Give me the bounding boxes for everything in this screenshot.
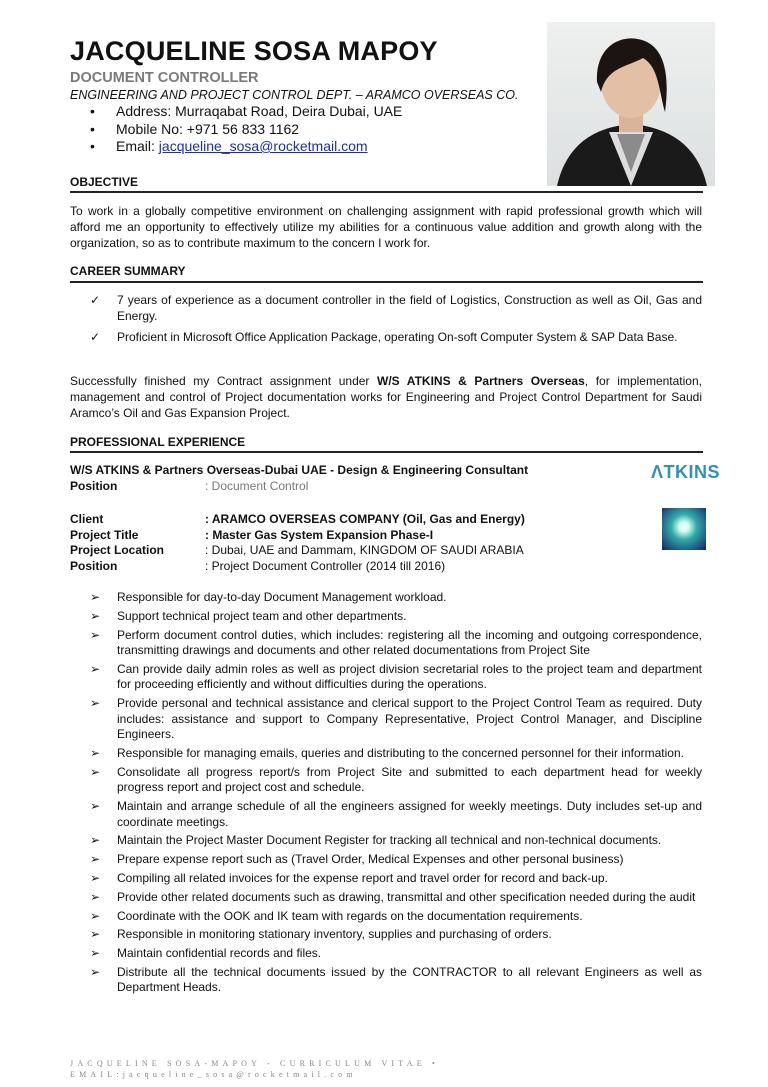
footer-email: EMAIL:jacqueline_sosa@rocketmail.com [70,1070,357,1079]
objective-text: To work in a globally competitive environment on challenging assignment with rapid professional growth which will afford me an opportunity to effectively utilize my abilities for a continuous value addition and growth along with the organization, so as to contribute maximum to the concern I work for. [70,204,702,250]
profile-photo [547,22,715,186]
value: : Master Gas System Expansion Phase-I [205,527,434,542]
detail-row [70,543,525,559]
label: Client [70,512,104,526]
career-paragraph [70,374,702,421]
duty-text: Provide other related documents such as drawing, transmittal and other specification needed during the audit [117,889,696,904]
footer [70,1058,439,1080]
email [90,138,402,156]
arrow-bullet-icon: ➢ [90,608,101,623]
value: : Project Document Controller (2014 till 2016) [205,558,446,573]
duty-item [90,871,702,887]
label: Project Location [70,543,165,557]
checkmark-icon: ✓ [90,329,101,344]
arrow-bullet-icon: ➢ [90,833,101,848]
email-link[interactable]: jacqueline_sosa@rocketmail.com [158,138,368,154]
list-item [90,330,702,346]
mobile: • Mobile No: +971 56 833 1162 [90,121,402,139]
divider [70,191,703,193]
arrow-bullet-icon: ➢ [90,590,101,604]
duty-item [90,852,702,868]
duty-text: Responsible for day-to-day Document Management workload. [117,590,447,604]
duty-item [90,609,702,625]
duty-text: Maintain and arrange schedule of all the engineers assigned for weekly meetings. Duty includes set-up and coordinate meetings. [117,799,702,829]
detail-row [70,559,525,575]
list-item [90,293,702,325]
item-text: Proficient in Microsoft Office Application Package, operating On-soft Computer System & SAP Data Base. [117,329,678,344]
arrow-bullet-icon: ➢ [90,627,101,642]
objective-heading: OBJECTIVE [70,175,139,189]
duty-item [90,909,702,925]
duty-item [90,833,702,849]
atkins-logo: ΛTKINS [651,462,721,482]
duty-text: Maintain the Project Master Document Register for tracking all technical and non-technical documents. [117,833,662,848]
duty-item [90,965,702,996]
duty-item [90,765,702,796]
duty-item [90,590,702,606]
duty-text: Responsible in monitoring stationary inventory, supplies and purchasing of orders. [117,927,552,942]
duty-item [90,799,702,830]
footer-line: JACQUELINE SOSA-MAPOY - CURRICULUM VITAE • [70,1059,440,1068]
aramco-logo [662,508,706,550]
address: • Address: Murraqabat Road, Deira Dubai, UAE [90,103,402,121]
label: Project Title [70,527,139,542]
position-row [70,479,528,495]
arrow-bullet-icon: ➢ [90,661,101,676]
experience-heading: PROFESSIONAL EXPERIENCE [70,435,246,449]
duty-item [90,946,702,962]
duty-text: Consolidate all progress report/s from Project Site and submitted to each department head for weekly progress report and project cost and schedule. [117,764,702,795]
duty-item [90,628,702,659]
department: ENGINEERING AND PROJECT CONTROL DEPT. – ARAMCO OVERSEAS CO. [70,88,519,102]
arrow-bullet-icon: ➢ [90,908,101,923]
candidate-name: JACQUELINE SOSA MAPOY [70,36,438,66]
value: : Document Control [205,478,309,493]
duty-text: Responsible for managing emails, queries and distributing to the concerned personnel for their information. [117,745,684,760]
duty-text: Perform document control duties, which includes: registering all the incoming and outgoing correspondence, transmitting drawings and documents and other related documentations from Project Site [117,627,702,658]
arrow-bullet-icon: ➢ [90,764,101,779]
career-summary-list [90,293,702,350]
contact-list [90,103,402,156]
detail-row [70,512,525,528]
arrow-bullet-icon: ➢ [90,696,101,711]
value: : Dubai, UAE and Dammam, KINGDOM OF SAUDI ARABIA [205,543,524,557]
duty-text: Maintain confidential records and files. [117,946,322,961]
email-label: Email: [116,138,159,154]
checkmark-icon: ✓ [90,293,101,307]
arrow-bullet-icon: ➢ [90,946,101,961]
duty-item [90,696,702,743]
para-text: , for implementation, management and control of Project documentation works for Engineering and Project Control Department for Saudi Aramco’s Oil and Gas Expansion Project. [70,374,702,420]
duty-text: Compiling all related invoices for the expense report and travel order for record and back-up. [117,870,608,885]
duty-text: Can provide daily admin roles as well as project division secretarial roles to the project team and department for proceeding efficiently and without difficulties during the operations. [117,661,702,692]
arrow-bullet-icon: ➢ [90,745,101,760]
value: : ARAMCO OVERSEAS COMPANY (Oil, Gas and Energy) [205,512,525,526]
arrow-bullet-icon: ➢ [90,852,101,867]
arrow-bullet-icon: ➢ [90,870,101,885]
duty-item [90,746,702,762]
item-text: 7 years of experience as a document controller in the field of Logistics, Construction as well as Oil, Gas and Energy. [117,293,702,323]
duty-text: Provide personal and technical assistance and clerical support to the Project Control Team as required. Duty includes: assistance and support to Company Representative, Project Control Manager, and Discipline Engineers. [117,696,702,742]
duty-item [90,890,702,906]
duty-item [90,662,702,693]
project-details [70,512,525,574]
job-title: DOCUMENT CONTROLLER [70,70,259,86]
para-text: Successfully finished my Contract assignment under [70,374,377,388]
duty-item [90,927,702,943]
divider [70,451,703,453]
company-name: W/S ATKINS & Partners Overseas-Dubai UAE - Design & Engineering Consultant [70,463,529,477]
arrow-bullet-icon: ➢ [90,889,101,904]
arrow-bullet-icon: ➢ [90,927,101,942]
para-bold: W/S ATKINS & Partners Overseas [377,374,585,388]
label: Position [70,558,118,573]
divider [70,281,703,283]
career-summary-heading: CAREER SUMMARY [70,264,186,278]
company-block [70,463,528,494]
duties-list [90,590,702,999]
duty-text: Coordinate with the OOK and IK team with regards on the documentation requirements. [117,908,583,923]
duty-text: Prepare expense report such as (Travel Order, Medical Expenses and other personal business) [117,852,624,867]
duty-text: Distribute all the technical documents issued by the CONTRACTOR to all relevant Engineers as well as Department Heads. [117,964,702,995]
label: Position [70,478,118,493]
arrow-bullet-icon: ➢ [90,964,101,979]
arrow-bullet-icon: ➢ [90,799,101,814]
duty-text: Support technical project team and other departments. [117,608,407,623]
detail-row [70,528,525,544]
